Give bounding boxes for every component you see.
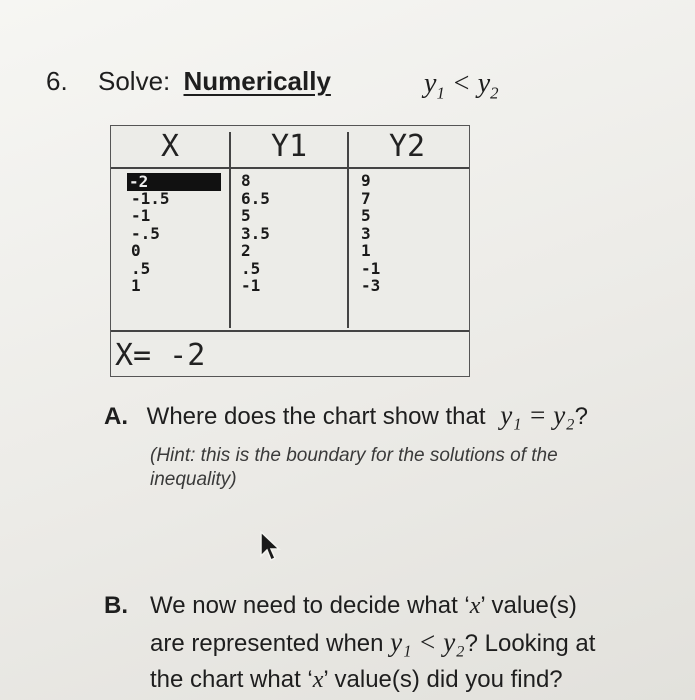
arrow-cursor-icon <box>258 530 282 567</box>
y1-cell: 5 <box>241 206 251 225</box>
y1-cell: 2 <box>241 241 251 260</box>
header-y1: Y1 <box>270 129 308 164</box>
y1-cell: -1 <box>241 276 261 295</box>
calculator-table <box>110 125 470 377</box>
part-a-hint <box>150 444 605 492</box>
method-label: Numerically <box>183 66 331 96</box>
y1-cell: 6.5 <box>241 188 270 208</box>
question-title <box>98 66 331 97</box>
title-label: Solve: <box>98 66 171 96</box>
x-cell: 0 <box>131 241 141 260</box>
y2-cell: 1 <box>361 241 371 260</box>
ineq-op: < <box>451 68 471 99</box>
part-a-label: A. <box>104 403 128 430</box>
y1-cell: 3.5 <box>241 223 270 243</box>
part-b-label: B. <box>104 592 128 619</box>
y1-cell: 8 <box>241 171 251 190</box>
column-x <box>131 172 170 295</box>
part-a-text: Where does the chart show that <box>146 403 486 430</box>
y2-cell: 9 <box>361 171 371 190</box>
x-cell: -1 <box>131 206 151 225</box>
part-b-line-3: the chart what ‘x’ value(s) did you find? <box>150 666 563 693</box>
hint-line-2: inequality) <box>150 469 237 490</box>
ineq-y1: $y_1$ <box>424 68 445 103</box>
y2-cell: -3 <box>361 276 381 295</box>
part-b-question <box>104 588 595 698</box>
x-cell: -1.5 <box>131 188 170 208</box>
table-footer: X= -2 <box>115 338 206 373</box>
part-a-question <box>104 400 588 431</box>
y1-cell: .5 <box>241 258 261 278</box>
y2-cell: 5 <box>361 206 371 225</box>
selected-cell: -2 <box>127 173 221 191</box>
column-y2 <box>361 172 380 295</box>
ineq-y2: $y_2$ <box>477 68 499 103</box>
y2-cell: -1 <box>361 258 381 278</box>
x-cell: .5 <box>131 258 151 278</box>
y2-cell: 7 <box>361 188 371 208</box>
part-a-equation: y₁ = y₂ <box>500 400 575 430</box>
header-divider <box>111 167 469 169</box>
question-number: 6. <box>46 66 68 96</box>
part-b-line-1: B. We now need to decide what ‘x’ value(s) <box>104 588 595 624</box>
y2-cell: 3 <box>361 223 371 243</box>
part-a-end: ? <box>574 403 589 430</box>
footer-divider <box>111 330 469 332</box>
column-y1 <box>241 172 270 295</box>
x-cell: -.5 <box>131 223 160 243</box>
x-cell <box>131 172 170 190</box>
header-y2: Y2 <box>388 129 426 164</box>
column-divider-1 <box>229 132 231 328</box>
inequality <box>424 68 499 104</box>
hint-line-1: (Hint: this is the boundary for the solutions of the <box>150 445 558 466</box>
part-b-line-2: are represented when y₁ < y₂? Looking at <box>150 627 596 657</box>
header-x: X <box>160 129 180 164</box>
x-cell: 1 <box>131 276 141 295</box>
column-divider-2 <box>347 132 349 328</box>
